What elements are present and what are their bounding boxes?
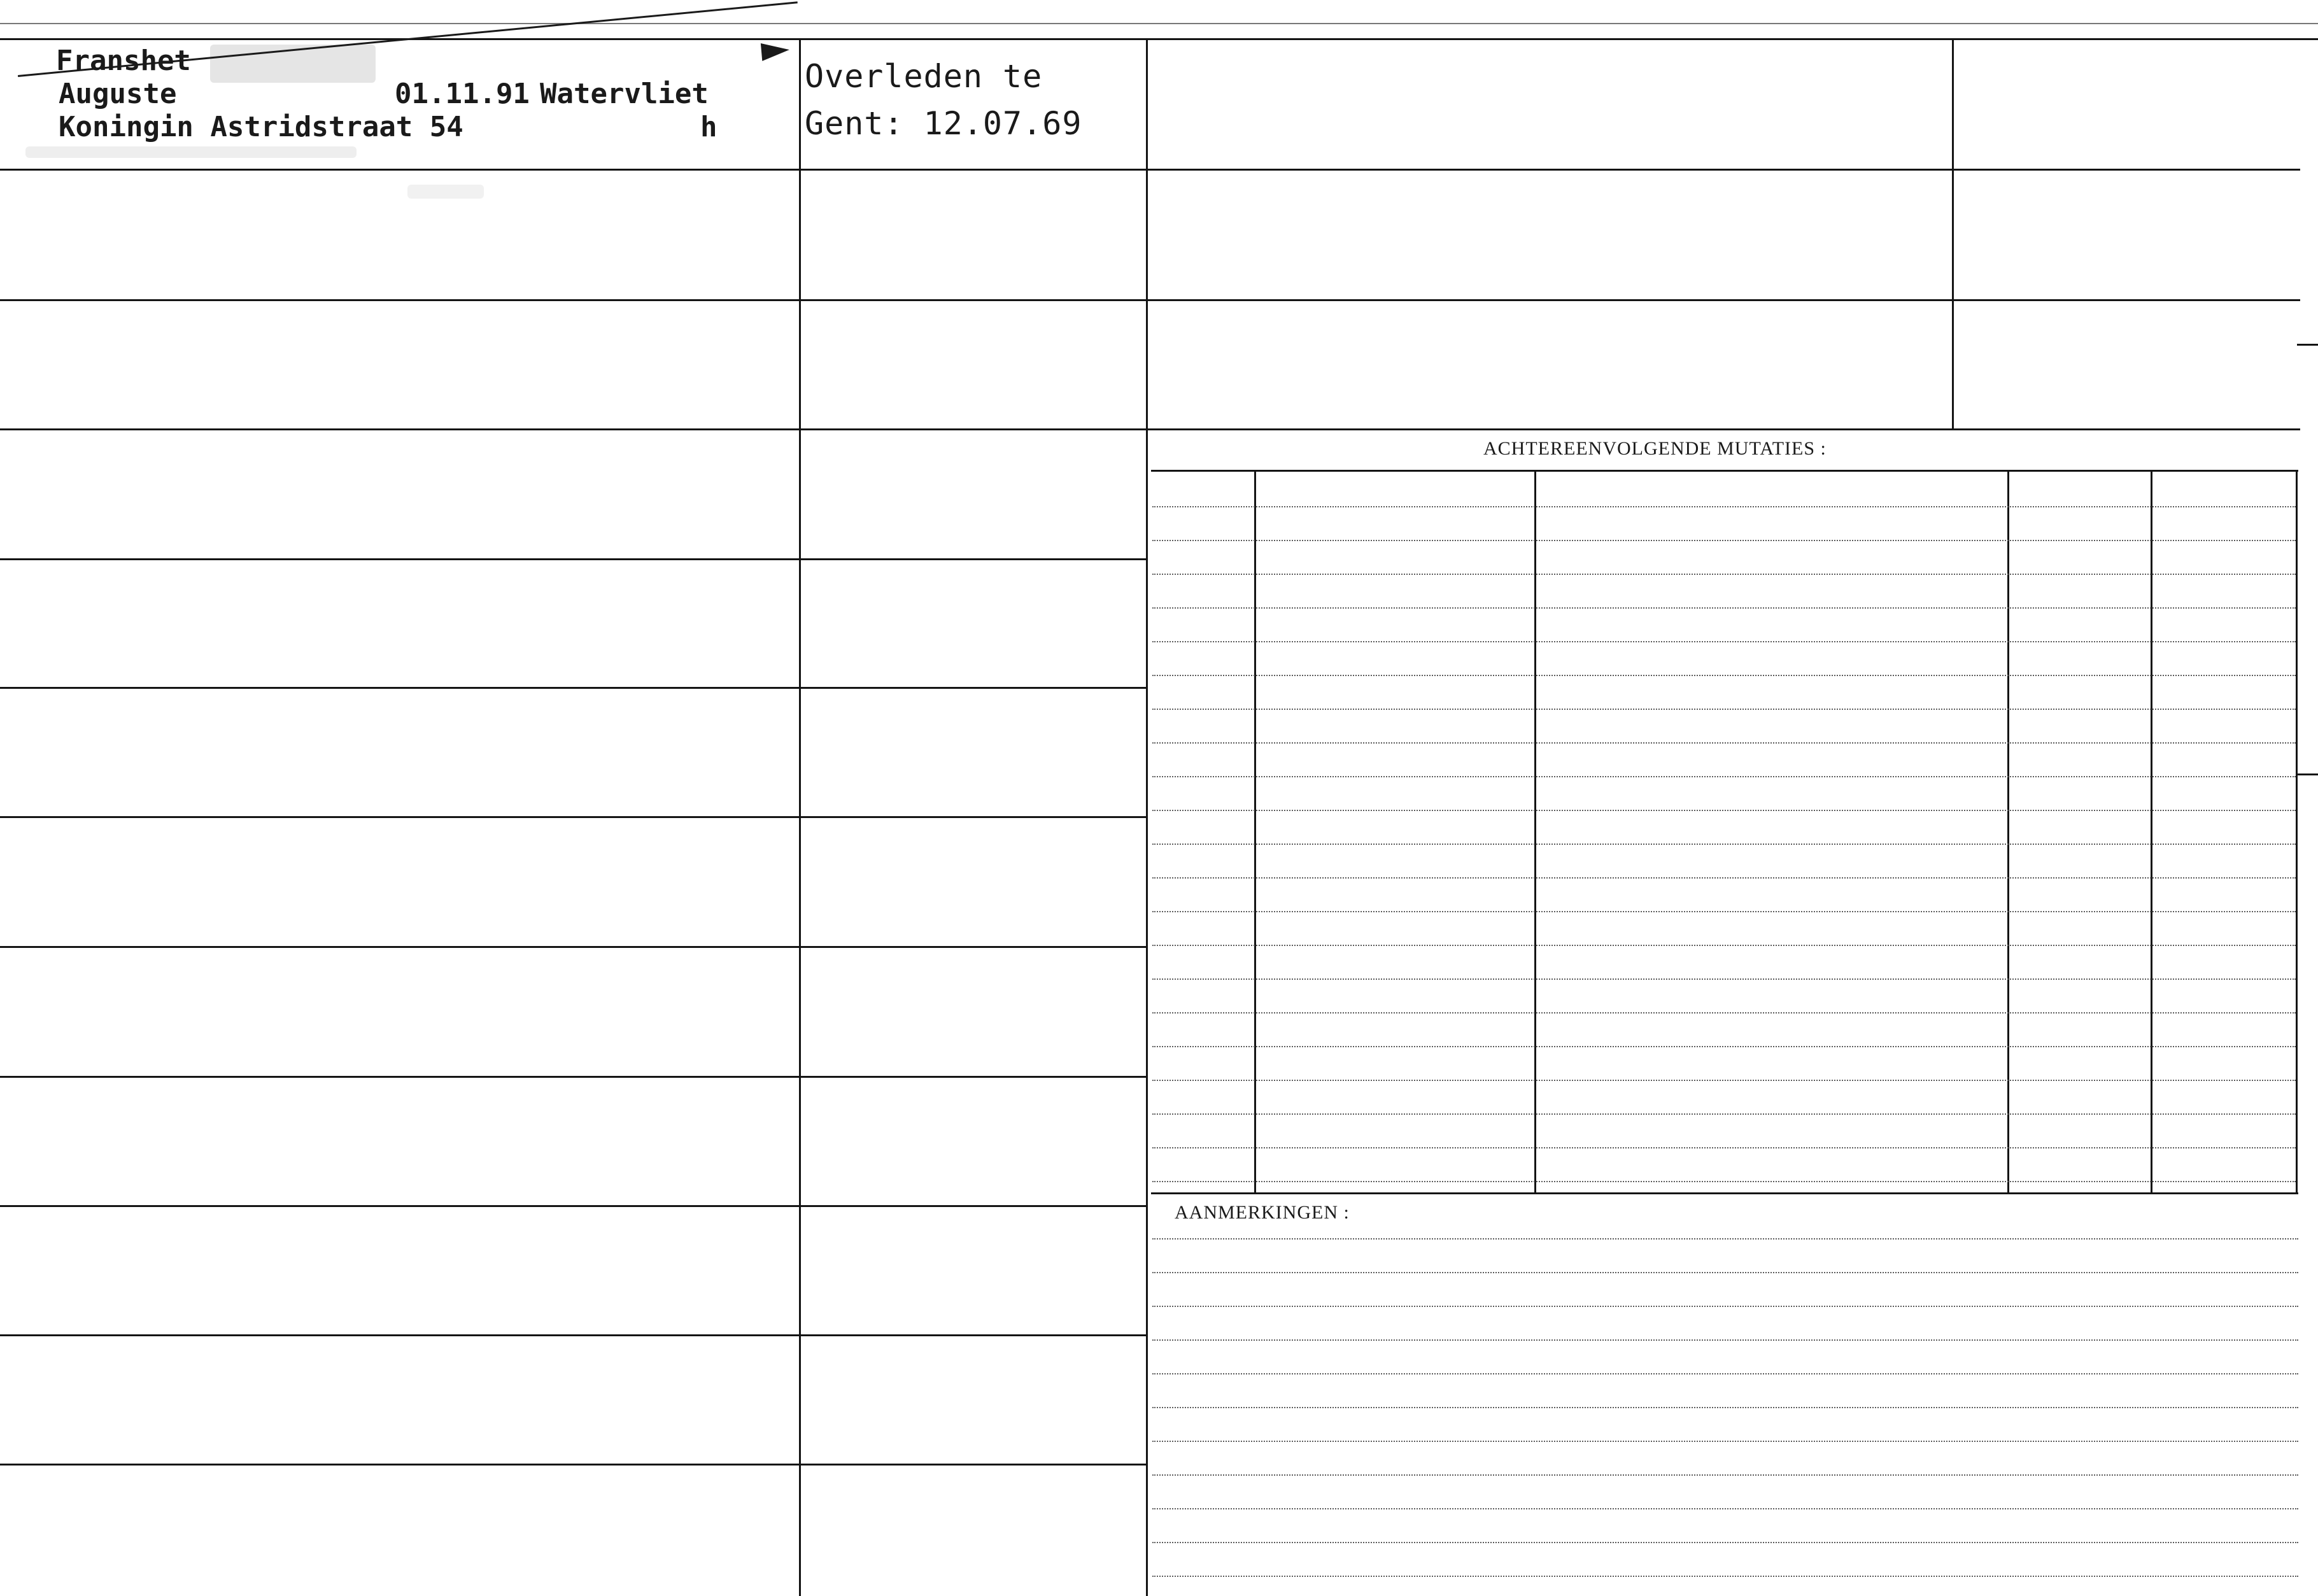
mid-row-divider [801,558,1148,560]
mutation-row-line [1152,978,2296,980]
mutation-row-line [1152,1147,2296,1148]
left-row-divider [0,816,799,818]
remark-row-line [1152,1373,2298,1374]
remark-row-line [1152,1407,2298,1408]
remark-row-line [1152,1306,2298,1307]
mutation-row-line [1152,1181,2296,1182]
mutation-row-line [1152,574,2296,575]
death-note-line2: Gent: 12.07.69 [805,105,1082,142]
mutations-column-line [2007,471,2009,1194]
mutation-row-line [1152,911,2296,912]
left-row-divider [0,687,799,689]
left-row-divider [0,299,799,301]
scan-smudge [407,185,484,199]
mutations-table-bottom [1151,1192,2298,1194]
right-row-divider [1148,299,2300,301]
birth-date: 01.11.91 [395,78,530,110]
left-row-divider [0,1334,799,1336]
birth-place: Watervliet [540,78,709,110]
remark-row-line [1152,1238,2298,1239]
mutation-row-line [1152,1012,2296,1013]
remark-row-line [1152,1339,2298,1341]
mid-row-divider [801,1334,1148,1336]
mutation-row-line [1152,810,2296,811]
mid-row-divider [801,1205,1148,1207]
right-row-divider [1148,169,2300,171]
left-row-divider [0,946,799,948]
death-note-line1: Overleden te [805,58,1043,95]
mid-row-divider [801,946,1148,948]
mutation-row-line [1152,506,2296,507]
mutation-row-line [1152,1046,2296,1047]
mutations-header: ACHTEREENVOLGENDE MUTATIES : [1483,438,1827,459]
remark-row-line [1152,1474,2298,1476]
mutations-column-line [1534,471,1536,1194]
mutation-row-line [1152,776,2296,777]
left-row-divider [0,1205,799,1207]
right-column-separator [1952,38,1954,428]
mid-row-divider [801,428,1148,430]
address-suffix: h [700,111,717,143]
left-row-divider [0,428,799,430]
mutation-row-line [1152,641,2296,642]
mutation-row-line [1152,1080,2296,1081]
mutations-table-top [1151,470,2298,472]
top-edge-rule [0,23,2318,24]
mutation-row-line [1152,607,2296,609]
remark-row-line [1152,1576,2298,1577]
remark-row-line [1152,1542,2298,1543]
left-row-divider [0,1076,799,1078]
right-row-divider [1148,428,2300,430]
surname: Franshet [56,45,191,77]
column-separator [799,38,801,1596]
left-row-divider [0,558,799,560]
address: Koningin Astridstraat 54 [59,111,463,143]
mid-row-divider [801,816,1148,818]
arrow-head-icon [761,41,790,61]
mid-row-divider [801,299,1148,301]
margin-tick [2297,344,2318,346]
left-row-divider [0,1464,799,1465]
mid-row-divider [801,169,1148,171]
left-row-divider [0,169,799,171]
mid-row-divider [801,1464,1148,1465]
mutations-column-line [2296,471,2298,1194]
mutation-row-line [1152,742,2296,744]
mutation-row-line [1152,675,2296,676]
margin-tick [2297,773,2318,775]
remark-row-line [1152,1441,2298,1442]
mutation-row-line [1152,945,2296,946]
remark-row-line [1152,1508,2298,1509]
mutation-row-line [1152,877,2296,879]
column-separator [1146,38,1148,1596]
mutation-row-line [1152,844,2296,845]
given-name: Auguste [59,78,177,110]
remark-row-line [1152,1272,2298,1273]
mid-row-divider [801,1076,1148,1078]
mutation-row-line [1152,540,2296,541]
top-rule [0,38,2318,40]
remarks-header: AANMERKINGEN : [1175,1202,1350,1223]
mutation-row-line [1152,1113,2296,1115]
mutations-column-line [2151,471,2152,1194]
mutation-row-line [1152,709,2296,710]
mutations-column-line [1254,471,1256,1194]
scan-smudge [25,146,357,158]
mid-row-divider [801,687,1148,689]
